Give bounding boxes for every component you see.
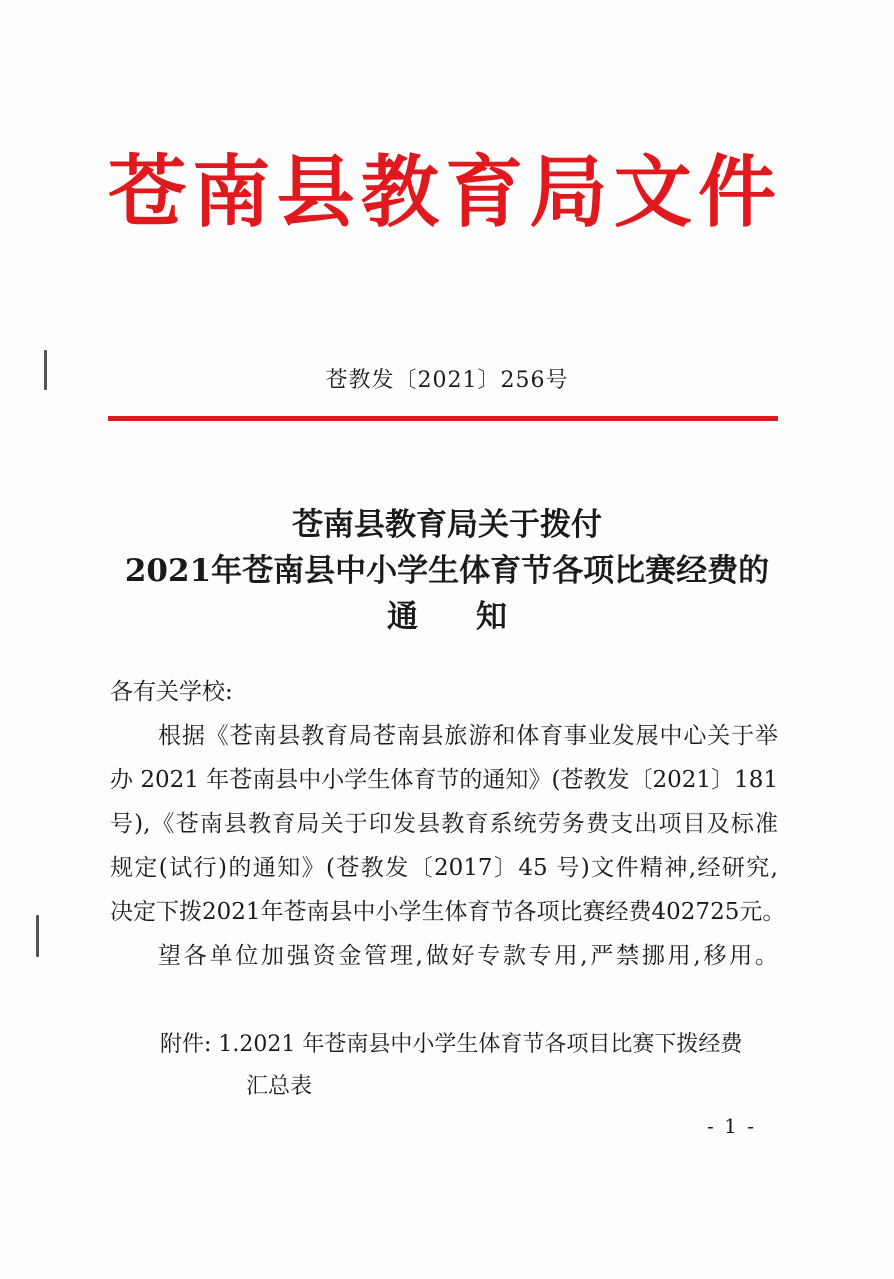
attachment-section (160, 1024, 778, 1108)
paragraph-1-line-3: 号),《苍南县教育局关于印发县教育系统劳务费支出项目及标准 (110, 811, 778, 837)
page-number: - 1 - (707, 1114, 756, 1138)
notice-body (110, 670, 786, 978)
notice-title-line-1: 苍南县教育局关于拨付 (292, 507, 602, 543)
paragraph-1-line-4: 规定(试行)的通知》(苍教发〔2017〕45 号)文件精神,经研究, (110, 855, 778, 881)
attachment-line-1 (160, 1024, 778, 1066)
salutation: 各有关学校: (110, 679, 233, 705)
attachment-line-2: 汇总表 (246, 1074, 313, 1099)
notice-title (0, 502, 894, 640)
paragraph-1-line-1: 根据《苍南县教育局苍南县旅游和体育事业发展中心关于举 (158, 723, 778, 749)
paragraph-2: 望各单位加强资金管理,做好专款专用,严禁挪用,移用。 (158, 943, 778, 969)
document-number: 苍教发〔2021〕256号 (325, 368, 569, 393)
paragraph-1-line-5: 决定下拨2021年苍南县中小学生体育节各项比赛经费402725元。 (110, 899, 786, 925)
attachment-item: 1.2021 年苍南县中小学生体育节各项目比赛下拨经费 (218, 1032, 743, 1057)
red-separator-line (108, 416, 778, 421)
document-header-title: 苍南县教育局文件 (108, 147, 778, 238)
binder-mark-bottom (36, 915, 39, 957)
notice-title-line-3: 通知 (387, 599, 565, 635)
notice-title-line-2: 2021年苍南县中小学生体育节各项比赛经费的 (124, 553, 770, 589)
paragraph-1-line-2: 办 2021 年苍南县中小学生体育节的通知》(苍教发〔2021〕181 (110, 767, 778, 793)
attachment-label: 附件: (160, 1032, 212, 1057)
